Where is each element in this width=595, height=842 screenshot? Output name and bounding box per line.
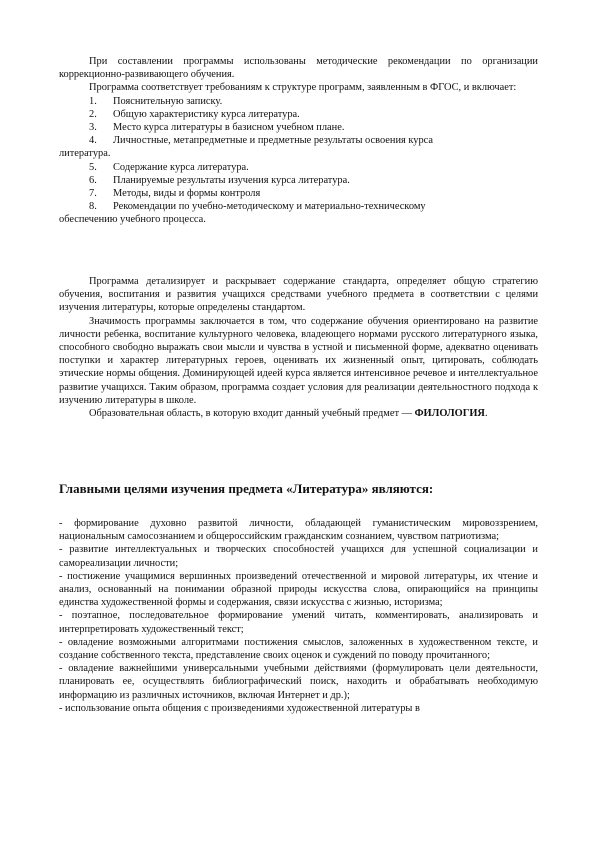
goal-item: - овладение возможными алгоритмами постижения смыслов, заложенных в художественном тексте, и создание собственного текста, представление своих оценок и суждений по поводу прочитанного; xyxy=(59,636,538,662)
body-section xyxy=(59,275,538,420)
list-item xyxy=(59,121,538,134)
goal-item: - развитие интеллектуальных и творческих способностей учащихся для успешной социализации и самореализации личности; xyxy=(59,544,538,569)
list-item xyxy=(59,108,538,121)
goal-item: - формирование духовно развитой личности, обладающей гуманистическим мировоззрением, национальным самосознанием и общероссийским гражданским сознанием, чувством патриотизма; xyxy=(59,518,538,543)
list-item-text: Методы, виды и формы контроля xyxy=(113,188,261,200)
list-number: 7. xyxy=(89,188,97,200)
goal-item: - постижение учащимися вершинных произведений отечественной и мировой литературы, их чтение и анализ, основанный на понимании образной природы искусства слова, опирающийся на принципы единства художественной формы и содержания, связи искусства с жизнью, историзма; xyxy=(59,570,538,609)
goals-list xyxy=(59,517,538,715)
educational-area-text: Образовательная область, в которую входит данный учебный предмет — xyxy=(89,408,412,420)
paragraph-detalization: Программа детализирует и раскрывает содержание стандарта, определяет общую стратегию обучения, воспитания и развития учащихся средствами учебного предмета в соответствии с целями изучения литературы, которые определены стандартом. xyxy=(59,276,538,314)
goal-item: - поэтапное, последовательное формирование умений читать, комментировать, анализировать и интерпретировать художественный текст; xyxy=(59,610,538,635)
list-item xyxy=(59,187,538,200)
paragraph-structure: Программа соответствует требованиям к структуре программ, заявленным в ФГОС, и включает: xyxy=(89,82,517,94)
list-number: 5. xyxy=(89,161,97,173)
list-item-continuation: обеспечению учебного процесса. xyxy=(59,214,206,226)
list-number: 1. xyxy=(89,95,97,107)
goal-item: - овладение важнейшими универсальными учебными действиями (формулировать цели деятельности, планировать ее, осуществлять библиографический поиск, находить и обрабатывать необходимую информацию из различных источников, включая Интернет и др.); xyxy=(59,663,538,701)
list-number: 3. xyxy=(89,122,97,134)
list-number: 6. xyxy=(89,174,97,186)
paragraph-significance: Значимость программы заключается в том, что содержание обучения ориентировано на развитие личности ребенка, воспитание культурного человека, владеющего нормами русского литературного языка, способного свободно выражать свои мысли и чувства в устной и письменной форме, адекватно оценивать поступки и характер литературных героев, оценивать их жизненный опыт, цитировать, соблюдать этические нормы общения. Доминирующей идеей курса является интенсивное речевое и интеллектуальное развитие учащихся. Таким образом, программа создает условия для реализации деятельностного подхода к изучению литературы в школе. xyxy=(59,315,538,406)
list-item-text: Общую характеристику курса литература. xyxy=(113,108,300,120)
goal-item: - использование опыта общения с произведениями художественной литературы в xyxy=(59,702,420,714)
intro-section xyxy=(59,55,538,227)
paragraph-educational-area xyxy=(59,407,538,420)
paragraph-methodology: При составлении программы использованы методические рекомендации по организации коррекционно-развивающего обучения. xyxy=(59,56,538,81)
structure-list xyxy=(59,95,538,227)
educational-area-end: . xyxy=(484,408,488,420)
list-number: 4. xyxy=(89,135,97,147)
list-item-text: Место курса литературы в базисном учебном плане. xyxy=(113,122,345,134)
list-item xyxy=(59,161,538,174)
list-number: 2. xyxy=(89,108,97,120)
list-number: 8. xyxy=(89,201,97,213)
list-item-text: Пояснительную записку. xyxy=(113,95,223,107)
list-item-text: Личностные, метапредметные и предметные результаты освоения курса xyxy=(113,135,434,147)
goals-heading: Главными целями изучения предмета «Литература» являются: xyxy=(59,481,434,496)
list-item-continuation: литература. xyxy=(59,148,111,160)
list-item xyxy=(59,134,538,160)
list-item xyxy=(59,200,538,226)
educational-area-subject: ФИЛОЛОГИЯ xyxy=(414,408,485,420)
list-item xyxy=(59,174,538,187)
list-item xyxy=(59,95,538,108)
list-item-text: Планируемые результаты изучения курса литература. xyxy=(113,174,350,186)
list-item-text: Содержание курса литература. xyxy=(113,161,249,173)
list-item-text: Рекомендации по учебно-методическому и материально-техническому xyxy=(113,201,426,213)
